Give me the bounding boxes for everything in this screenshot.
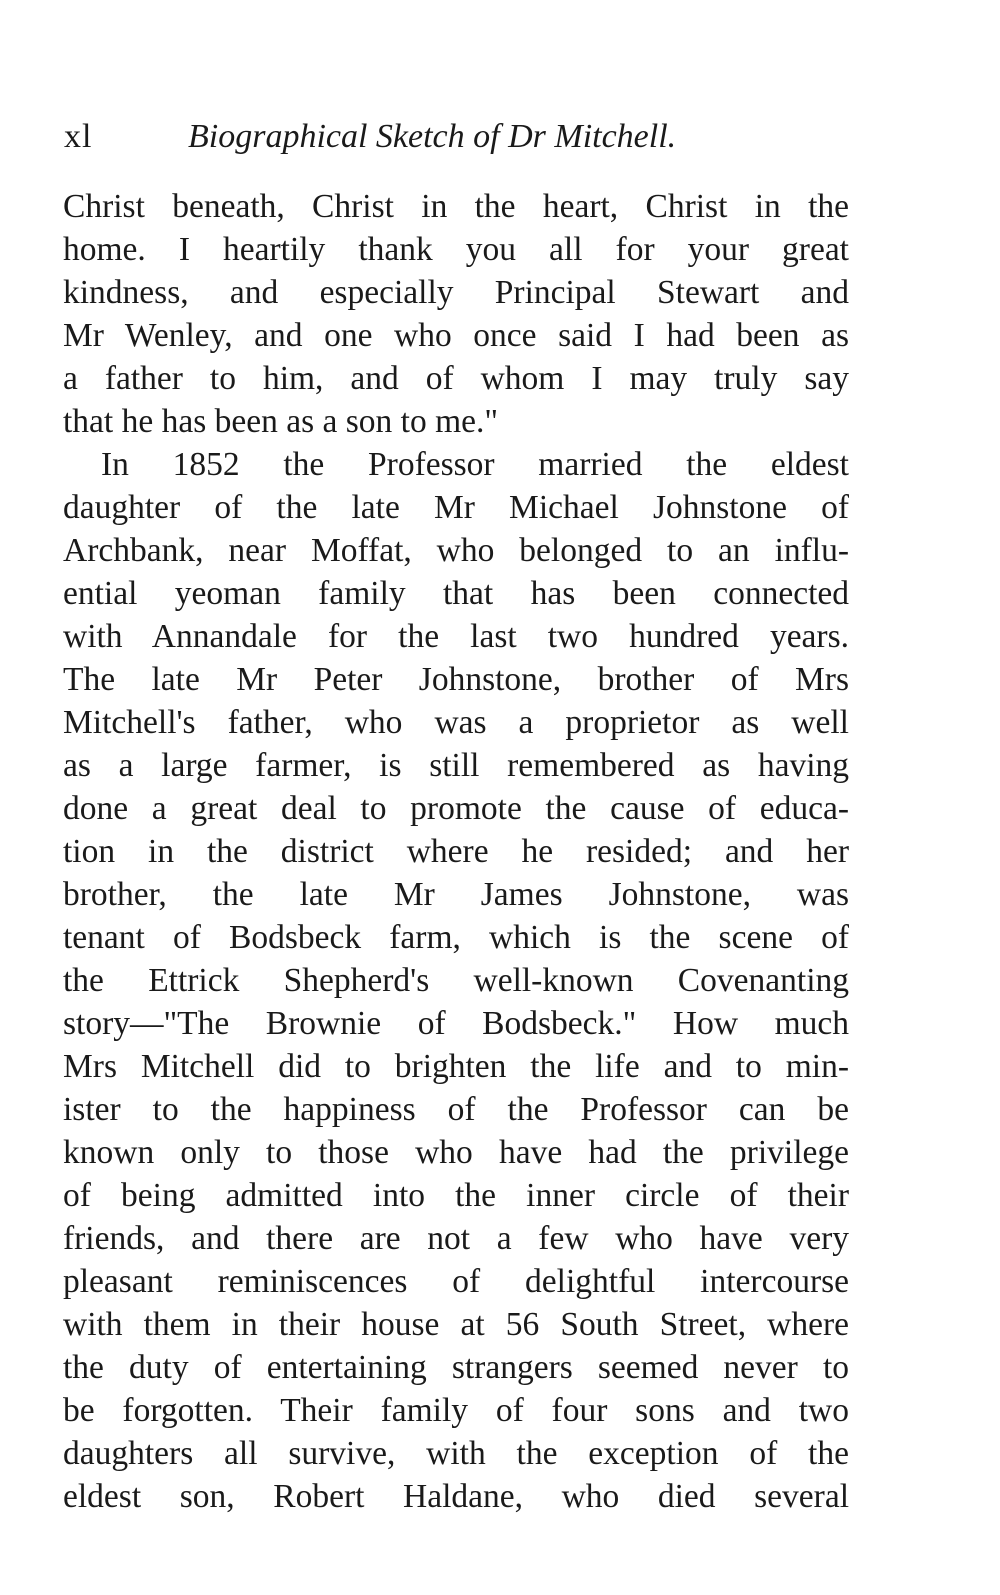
text-line: pleasant reminiscences of delightful intercourse: [63, 1263, 849, 1300]
text-line: as a large farmer, is still remembered as having: [63, 747, 849, 784]
running-head: [64, 112, 854, 162]
text-line: friends, and there are not a few who have very: [63, 1220, 849, 1257]
text-line: Mr Wenley, and one who once said I had been as: [63, 317, 849, 354]
body-text: [63, 185, 849, 1518]
text-line: kindness, and especially Principal Stewart and: [63, 274, 849, 311]
text-line: story—"The Brownie of Bodsbeck." How much: [63, 1005, 849, 1042]
text-line: eldest son, Robert Haldane, who died several: [63, 1478, 849, 1515]
text-line: that he has been as a son to me.": [63, 403, 499, 440]
text-line: The late Mr Peter Johnstone, brother of Mrs: [63, 661, 849, 698]
text-line: be forgotten. Their family of four sons and two: [63, 1392, 849, 1429]
page-number: xl: [64, 118, 93, 155]
text-line: ister to the happiness of the Professor can be: [63, 1091, 849, 1128]
text-line: the duty of entertaining strangers seemed never to: [63, 1349, 849, 1386]
text-line: daughter of the late Mr Michael Johnstone of: [63, 489, 849, 526]
text-line: tion in the district where he resided; and her: [63, 833, 849, 870]
text-line: brother, the late Mr James Johnstone, was: [63, 876, 849, 913]
text-line: daughters all survive, with the exception of the: [63, 1435, 849, 1472]
text-line: known only to those who have had the privilege: [63, 1134, 849, 1171]
text-line: Archbank, near Moffat, who belonged to an influ-: [63, 532, 849, 569]
text-line: tenant of Bodsbeck farm, which is the scene of: [63, 919, 849, 956]
text-line: the Ettrick Shepherd's well-known Covenanting: [63, 962, 849, 999]
text-line: Mrs Mitchell did to brighten the life and to min-: [63, 1048, 849, 1085]
text-line: Christ beneath, Christ in the heart, Christ in the: [63, 188, 849, 225]
text-line: Mitchell's father, who was a proprietor as well: [63, 704, 849, 741]
text-line: home. I heartily thank you all for your great: [63, 231, 849, 268]
text-line: with Annandale for the last two hundred years.: [63, 618, 849, 655]
text-line: ential yeoman family that has been connected: [63, 575, 849, 612]
text-line: done a great deal to promote the cause of educa-: [63, 790, 849, 827]
text-line: a father to him, and of whom I may truly say: [63, 360, 849, 397]
paragraph-first-line: In 1852 the Professor married the eldest: [101, 446, 849, 483]
text-line: with them in their house at 56 South Street, where: [63, 1306, 849, 1343]
running-title: Biographical Sketch of Dr Mitchell.: [188, 118, 677, 155]
text-line: of being admitted into the inner circle of their: [63, 1177, 849, 1214]
